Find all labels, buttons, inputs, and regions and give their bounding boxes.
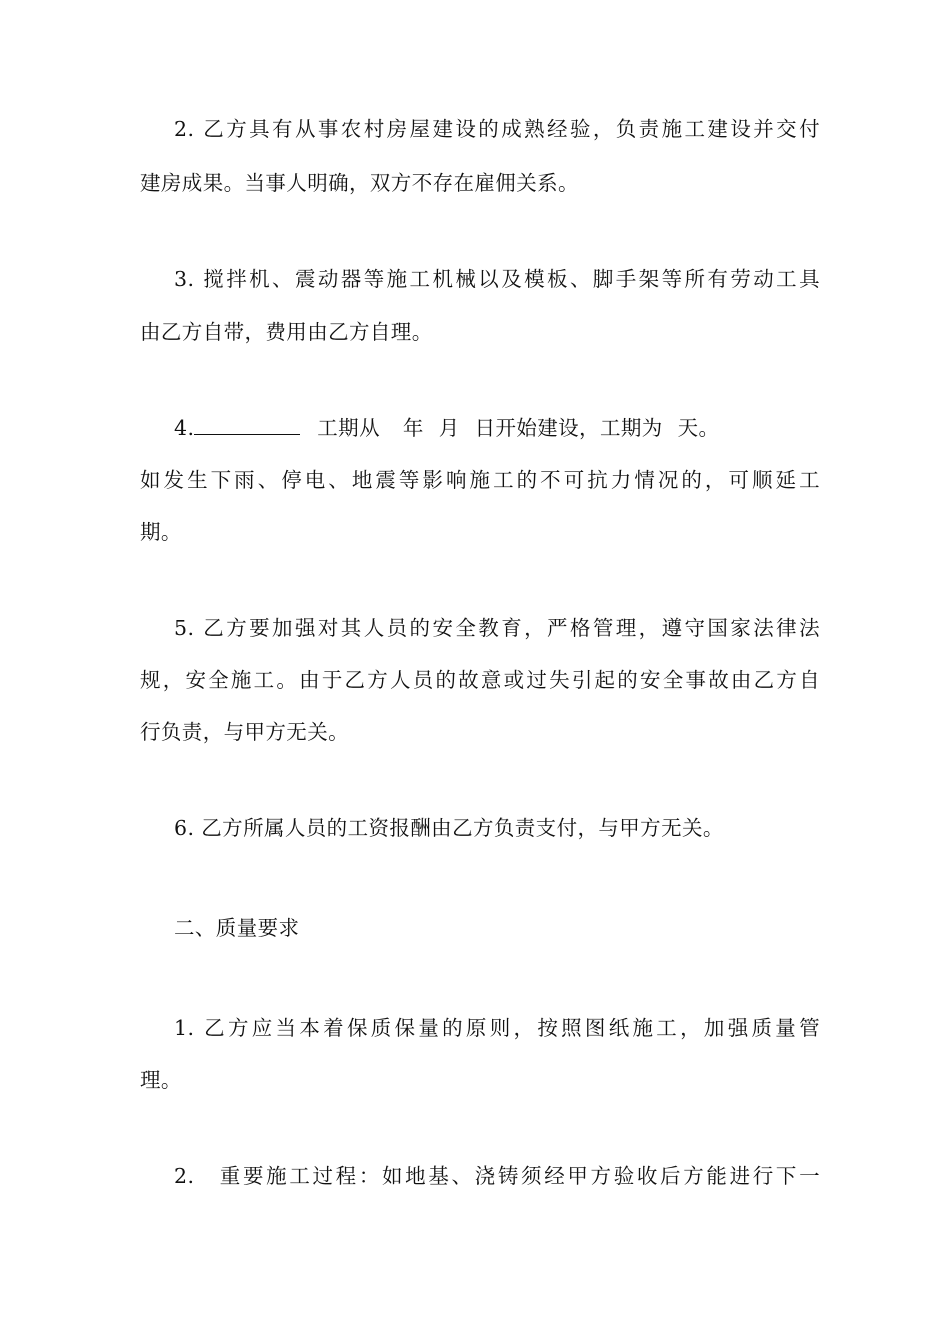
clause-4-text-day: 日开始建设，工期为: [474, 416, 663, 440]
clause-4-line-2: 如发生下雨、停电、地震等影响施工的不可抗力情况的，可顺延工: [140, 468, 820, 492]
clause-4-text-days: 天。: [677, 416, 720, 440]
clause-5-line-2: 规，安全施工。由于乙方人员的故意或过失引起的安全事故由乙方自: [140, 668, 820, 692]
clause-3-line-1: 3. 搅拌机、震动器等施工机械以及模板、脚手架等所有劳动工具: [174, 267, 820, 291]
clause-3-line-2: 由乙方自带，费用由乙方自理。: [140, 320, 433, 344]
clause-2-line-2: 建房成果。当事人明确，双方不存在雇佣关系。: [140, 171, 579, 195]
clause-4-line-3: 期。: [140, 520, 182, 544]
clause-6-line-1: 6. 乙方所属人员的工资报酬由乙方负责支付，与甲方无关。: [174, 816, 724, 840]
clause-5-line-1: 5. 乙方要加强对其人员的安全教育，严格管理，遵守国家法律法: [174, 616, 820, 640]
clause-4-text-month: 月: [438, 416, 460, 440]
fill-in-blank: [194, 414, 300, 435]
quality-clause-2-line-1: 2. 重要施工过程：如地基、浇铸须经甲方验收后方能进行下一: [174, 1164, 820, 1188]
quality-clause-1-line-1: 1. 乙方应当本着保质保量的原则，按照图纸施工，加强质量管: [174, 1016, 820, 1040]
clause-5-line-3: 行负责，与甲方无关。: [140, 720, 349, 744]
clause-4-text-period-from: 工期从: [317, 416, 380, 440]
clause-4-number: 4.: [174, 416, 195, 440]
clause-2-line-1: 2. 乙方具有从事农村房屋建设的成熟经验，负责施工建设并交付: [174, 117, 820, 141]
clause-4-text-year: 年: [402, 416, 424, 440]
clause-4-line-1: [174, 414, 820, 442]
quality-clause-1-line-2: 理。: [140, 1068, 182, 1092]
section-heading-quality: 二、质量要求: [174, 916, 300, 940]
